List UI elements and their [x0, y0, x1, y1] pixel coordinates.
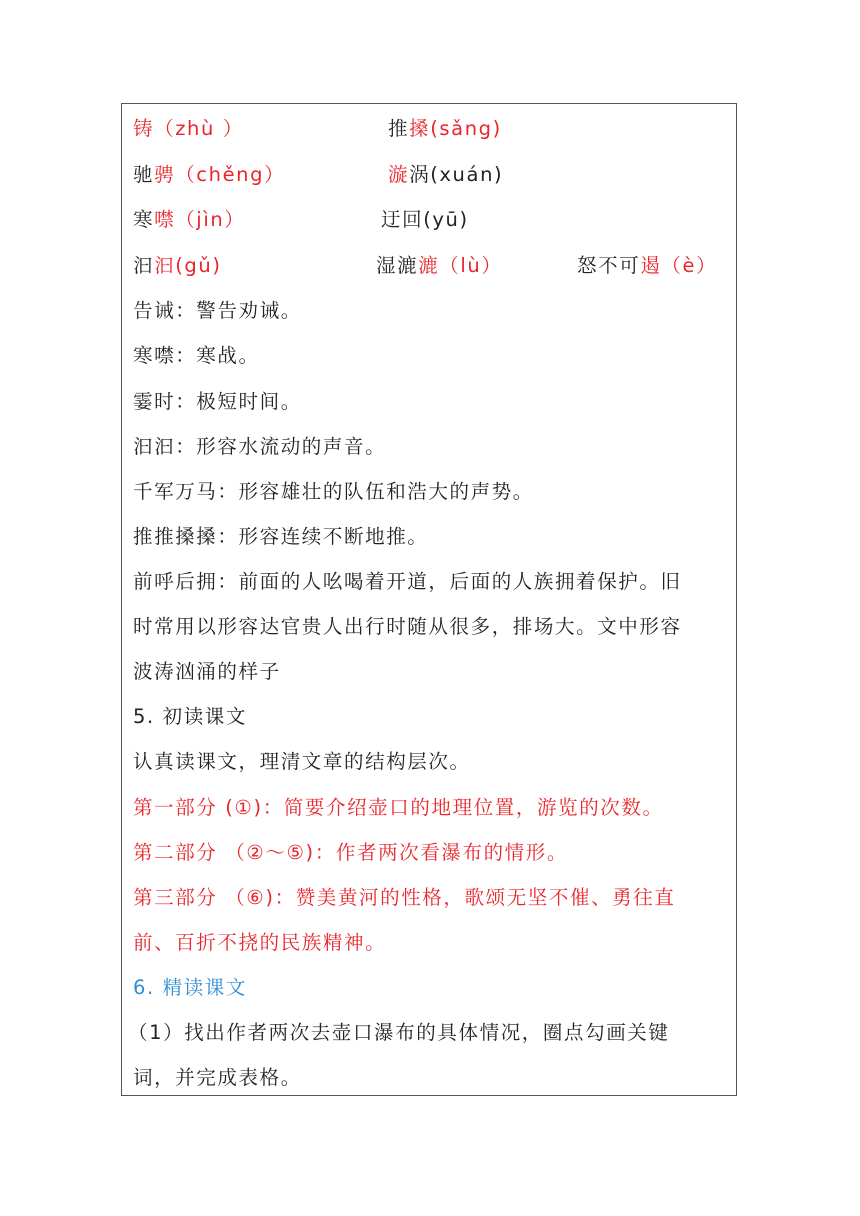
def-hanjin: 寒噤：寒战。 [133, 344, 260, 367]
structure-part3-line1: 第三部分 （⑥)：赞美黄河的性格，歌颂无坚不催、勇往直 [133, 886, 676, 909]
pinyin-row-4 [133, 253, 222, 279]
pinyin-jin: 噤（jìn） [154, 208, 246, 231]
pinyin-sang: 搡(sǎng) [409, 117, 502, 140]
def-qianjun: 千军万马：形容雄壮的队伍和浩大的声势。 [133, 480, 534, 503]
pinyin-xuan: 涡(xuán) [409, 163, 504, 186]
pinyin-row-2-b [388, 162, 503, 188]
pinyin-han: 寒 [133, 208, 155, 231]
def-qianhu-line1: 前呼后拥：前面的人吆喝着开道，后面的人族拥着保护。旧 [133, 570, 682, 593]
section6-task-line2: 词，并完成表格。 [133, 1066, 302, 1089]
pinyin-chi: 驰 [133, 163, 155, 186]
def-gaojie: 告诫：警告劝诫。 [133, 299, 302, 322]
pinyin-gu: 汩(gǔ) [154, 254, 222, 277]
pinyin-row-4-c [577, 253, 717, 279]
def-qianhu-line3: 波涛汹涌的样子 [133, 660, 281, 683]
structure-part1: 第一部分 (①)：简要介绍壶口的地理位置，游览的次数。 [133, 796, 664, 819]
def-shashi: 霎时：极短时间。 [133, 390, 302, 413]
pinyin-zhu: 铸（zhù ） [133, 117, 244, 140]
pinyin-row-1 [133, 116, 244, 142]
def-tuitui: 推推搡搡：形容连续不断地推。 [133, 525, 429, 548]
pinyin-cheng: 骋（chěng） [154, 163, 286, 186]
section5-intro: 认真读课文，理清文章的结构层次。 [133, 750, 471, 773]
pinyin-row-1-b [388, 116, 502, 142]
structure-part2: 第二部分 （②～⑤)：作者两次看瀑布的情形。 [133, 841, 568, 864]
structure-part3-line2: 前、百折不挠的民族精神。 [133, 931, 387, 954]
section6-heading: 6. 精读课文 [133, 976, 248, 999]
pinyin-nubuke: 怒不可 [577, 254, 641, 277]
pinyin-row-2 [133, 162, 285, 188]
pinyin-yu: 迂回(yū) [381, 208, 469, 231]
def-gugu: 汩汩：形容水流动的声音。 [133, 435, 387, 458]
pinyin-shilu: 湿漉 [376, 254, 419, 277]
pinyin-row-3-b [381, 207, 469, 233]
pinyin-xuan-red: 漩 [388, 163, 410, 186]
section6-task-line1: （1）找出作者两次去壶口瀑布的具体情况，圈点勾画关键 [128, 1021, 670, 1044]
pinyin-row-3 [133, 207, 245, 233]
pinyin-row-4-b [376, 253, 502, 279]
pinyin-tui: 推 [388, 117, 410, 140]
pinyin-lu: 漉（lù） [418, 254, 503, 277]
pinyin-e: 遏（è） [640, 254, 718, 277]
def-qianhu-line2: 时常用以形容达官贵人出行时随从很多，排场大。文中形容 [133, 615, 682, 638]
pinyin-gu-black: 汩 [133, 254, 155, 277]
section5-heading: 5. 初读课文 [133, 705, 248, 728]
